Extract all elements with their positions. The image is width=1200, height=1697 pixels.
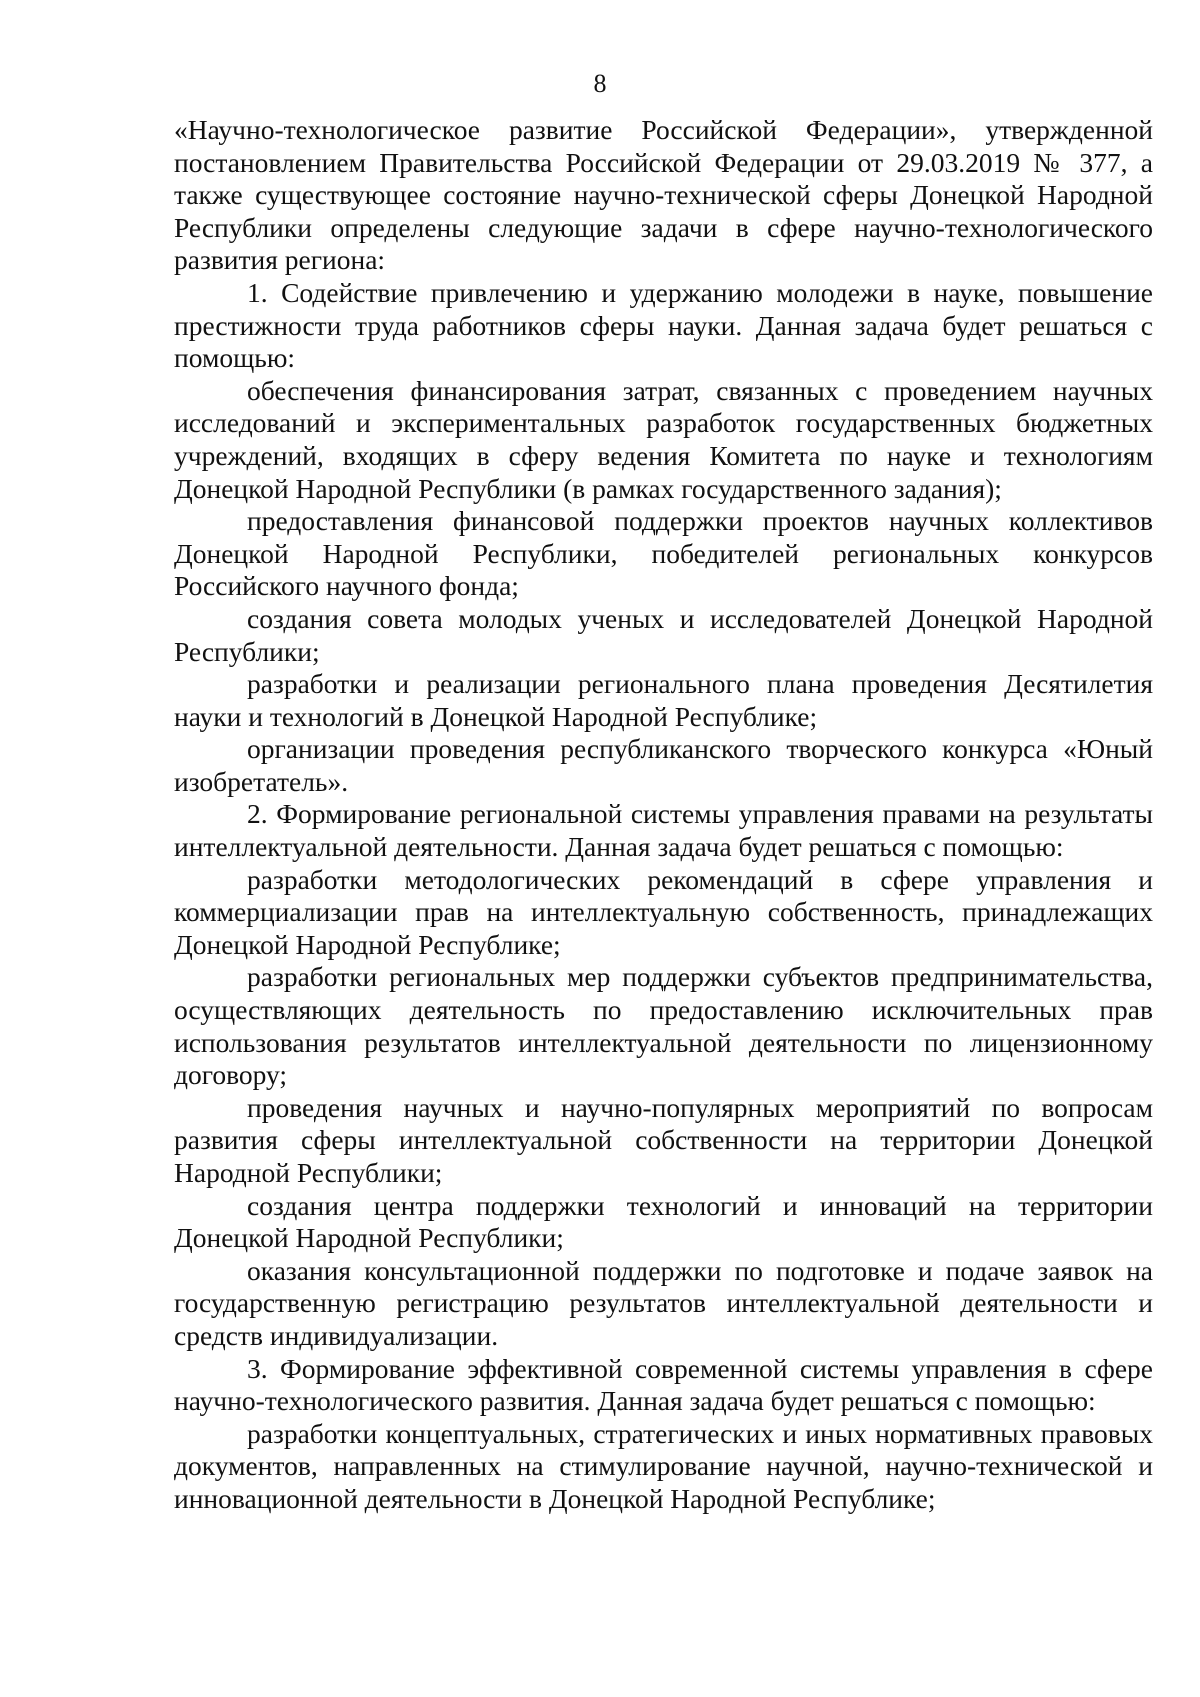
task-2-item-recommendations: разработки методологических рекомендаций в сфере управления и коммерциализации прав на интеллектуальную собственность, принадлежащих Донецкой Народной Республике; <box>174 863 1153 960</box>
intro-paragraph: «Научно-технологическое развитие Российской Федерации», утвержденной постановлением Правительства Российской Федерации от 29.03.2019 № 377, а также существующее состояние научно-технической сферы Донецкой Народной Республики определены следующие задачи в сфере научно-технологического развития региона: <box>174 114 1153 276</box>
task-3-heading: 3. Формирование эффективной современной системы управления в сфере научно-технологического развития. Данная задача будет решаться с помощью: <box>174 1352 1153 1417</box>
task-2-item-events: проведения научных и научно-популярных мероприятий по вопросам развития сферы интеллектуальной собственности на территории Донецкой Народной Республики; <box>174 1091 1153 1188</box>
task-1-item-support: предоставления финансовой поддержки проектов научных коллективов Донецкой Народной Республики, победителей региональных конкурсов Российского научного фонда; <box>174 505 1153 602</box>
task-2-item-consulting: оказания консультационной поддержки по подготовке и подаче заявок на государственную регистрацию результатов интеллектуальной деятельности и средств индивидуализации. <box>174 1254 1153 1351</box>
task-3-item-documents: разработки концептуальных, стратегических и иных нормативных правовых документов, направленных на стимулирование научной, научно-технической и инновационной деятельности в Донецкой Народной Республике; <box>174 1417 1153 1514</box>
task-2-heading: 2. Формирование региональной системы управления правами на результаты интеллектуальной деятельности. Данная задача будет решаться с помощью: <box>174 798 1153 863</box>
task-1-item-plan: разработки и реализации регионального плана проведения Десятилетия науки и технологий в Донецкой Народной Республике; <box>174 668 1153 732</box>
task-2-item-support-measures: разработки региональных мер поддержки субъектов предпринимательства, осуществляющих деятельность по предоставлению исключительных прав использования результатов интеллектуальной деятельности по лицензионному договору; <box>174 961 1153 1091</box>
task-1-heading: 1. Содействие привлечению и удержанию молодежи в науке, повышение престижности труда работников сферы науки. Данная задача будет решаться с помощью: <box>174 276 1153 374</box>
task-1-item-funding: обеспечения финансирования затрат, связанных с проведением научных исследований и экспериментальных разработок государственных бюджетных учреждений, входящих в сферу ведения Комитета по науке и технологиям Донецкой Народной Республики (в рамках государственного задания); <box>174 374 1153 504</box>
task-1-item-council: создания совета молодых ученых и исследователей Донецкой Народной Республики; <box>174 602 1153 667</box>
document-body <box>174 114 1153 1516</box>
page-number: 8 <box>593 69 607 98</box>
task-2-item-center: создания центра поддержки технологий и инноваций на территории Донецкой Народной Республики; <box>174 1189 1153 1254</box>
task-1-item-contest: организации проведения республиканского творческого конкурса «Юный изобретатель». <box>174 733 1153 797</box>
